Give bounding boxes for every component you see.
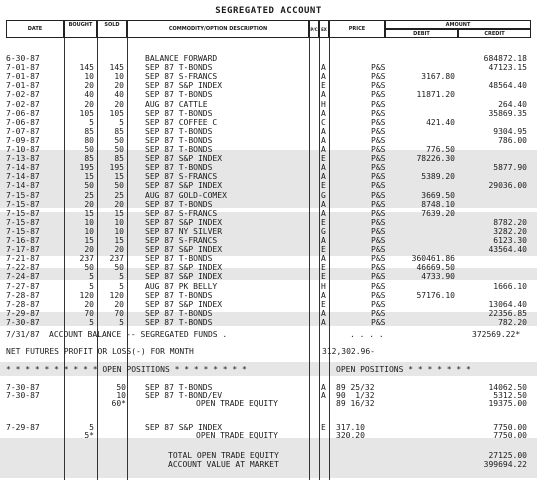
description-cell: BALANCE FORWARD [145,54,218,63]
description-cell: SEP 87 S-FRANCS [145,72,218,82]
table-row [0,310,537,318]
exchange-cell: A [321,236,326,245]
date-cell: 7-01-87 [6,63,40,73]
total-value: 27125.00 [488,451,527,460]
table-row [0,237,537,245]
date-cell: 7-13-87 [6,154,40,164]
sold-cell: 20 [114,81,124,91]
date-header: DATE [6,20,64,38]
sold-cell: 20 [114,245,124,255]
price-cell: P&S [371,181,386,191]
exchange-cell: A [321,145,326,154]
sold-cell: 5 [119,272,124,282]
price-cell: P&S [371,145,386,154]
credit-cell: 786.00 [498,135,527,145]
table-row [0,283,537,291]
exchange-cell: A [321,108,326,118]
date-cell: 7-14-87 [6,172,40,182]
date-cell: 7-10-87 [6,145,40,154]
table-row [0,101,537,109]
exchange-cell: G [321,190,326,200]
exchange-cell: E [321,154,326,164]
exchange-cell: E [321,423,326,432]
exchange-cell: E [321,299,326,309]
description-cell: SEP 87 T-BONDS [145,383,213,392]
price-cell: P&S [371,126,386,136]
description-cell: SEP 87 S-FRANCS [145,172,218,182]
price-cell: 317.10 [336,423,365,432]
table-row [0,273,537,281]
exchange-cell: E [321,272,326,282]
exchange-cell: H [321,281,326,291]
credit-cell: 7750.00 [493,431,527,440]
price-cell: P&S [371,299,386,309]
exchange-cell: A [321,90,326,100]
description-cell: SEP 87 S&P INDEX [145,245,223,255]
total-row [0,461,537,469]
credit-cell: 5312.50 [493,391,527,400]
price-cell: 90 1/32 [336,391,375,400]
price-cell: P&S [371,308,386,318]
table-row [0,201,537,209]
description-cell: AUG 87 PK BELLY [145,281,218,291]
price-cell: P&S [371,117,386,127]
description-cell: SEP 87 T-BOND/EV [145,391,223,400]
price-cell: 89 16/32 [336,399,375,408]
credit-cell: 47123.15 [488,63,527,73]
exchange-cell: A [321,254,326,264]
sold-cell: 10 [116,391,126,400]
net-pl-label: NET FUTURES PROFIT OR LOSS(-) FOR MONTH [6,347,194,356]
description-cell: SEP 87 S&P INDEX [145,217,223,227]
bought-cell: 5 [89,272,94,282]
date-cell: 7-29-87 [6,308,40,318]
price-cell: P&S [371,208,386,218]
open-trade-equity-row [0,432,537,440]
description-cell: SEP 87 T-BONDS [145,308,213,318]
price-cell: P&S [371,135,386,145]
description-cell: SEP 87 T-BONDS [145,108,213,118]
exchange-cell: H [321,99,326,109]
debit-cell: 57176.10 [416,290,455,300]
sold-cell: 85 [114,126,124,136]
exchange-cell: G [321,226,326,236]
date-cell: 7-22-87 [6,263,40,273]
sold-cell: 50 [114,135,124,145]
debit-cell: 776.50 [426,145,455,154]
sold-cell: 120 [109,290,124,300]
sold-cell: 85 [114,154,124,164]
sold-cell: 10 [114,72,124,82]
sold-cell: 105 [109,108,124,118]
statement-title: SEGREGATED ACCOUNT [215,6,322,16]
price-cell: P&S [371,254,386,264]
sold-cell: 25 [114,190,124,200]
table-row [0,182,537,190]
exchange-cell: A [321,290,326,300]
description-cell: SEP 87 T-BONDS [145,290,213,300]
bought-cell: 80 [84,135,94,145]
table-row [0,73,537,81]
credit-cell: 9304.95 [493,126,527,136]
credit-header: CREDIT [458,29,531,38]
open-positions-banner [0,366,537,374]
open-position-row [0,384,537,392]
date-cell: 7-17-87 [6,245,40,255]
bought-cell: 120 [79,290,94,300]
bought-cell: 85 [84,154,94,164]
description-cell: SEP 87 S&P INDEX [145,423,223,432]
exchange-cell: C [321,117,326,127]
table-row [0,292,537,300]
price-cell: P&S [371,63,386,73]
price-cell: P&S [371,245,386,255]
price-cell: P&S [371,172,386,182]
sold-cell: 15 [114,208,124,218]
bought-cell: 20 [84,299,94,309]
bought-cell: 50 [84,263,94,273]
price-cell: P&S [371,154,386,164]
date-cell: 7-27-87 [6,281,40,291]
balance-row [0,331,537,339]
table-row [0,137,537,145]
credit-cell: 1666.10 [493,281,527,291]
bought-cell: 20 [84,245,94,255]
sold-cell: 20 [114,299,124,309]
table-row [0,219,537,227]
exchange-cell: A [321,383,326,392]
table-row [0,110,537,118]
price-cell: P&S [371,108,386,118]
bought-cell: 5 [89,281,94,291]
bought-cell: 40 [84,90,94,100]
description-cell: SEP 87 S&P INDEX [145,181,223,191]
price-cell: P&S [371,236,386,245]
sold-cell: 70 [114,308,124,318]
exchange-cell: E [321,181,326,191]
date-cell: 7-15-87 [6,199,40,209]
total-label: ACCOUNT VALUE AT MARKET [168,460,279,469]
description-cell: SEP 87 T-BONDS [145,199,213,209]
ex-header: EX [319,20,329,38]
bought-cell: 15 [84,172,94,182]
description-cell: SEP 87 S&P INDEX [145,81,223,91]
total-value: 399694.22 [483,460,527,469]
table-row [0,192,537,200]
table-row [0,228,537,236]
bought-header: BOUGHT [64,20,97,38]
bought-cell: 10 [84,226,94,236]
debit-cell: 7639.20 [421,208,455,218]
date-cell: 7-28-87 [6,290,40,300]
bought-cell: 145 [79,63,94,73]
description-cell: SEP 87 T-BONDS [145,90,213,100]
credit-cell: 43564.40 [488,245,527,255]
sold-cell: 60* [111,399,126,408]
table-row [0,246,537,254]
sold-cell: 5 [119,281,124,291]
open-positions-label-left: * * * * * * * * * * OPEN POSITIONS * * * * * * * * [6,365,247,374]
sold-cell: 50 [116,383,126,392]
bought-cell: 20 [84,81,94,91]
exchange-cell: A [321,135,326,145]
exchange-cell: A [321,172,326,182]
description-cell: SEP 87 S&P INDEX [145,272,223,282]
table-row [0,164,537,172]
exchange-cell: A [321,208,326,218]
credit-cell: 8782.20 [493,217,527,227]
total-row [0,452,537,460]
description-cell: SEP 87 T-BONDS [145,163,213,173]
table-row [0,264,537,272]
date-cell: 7-01-87 [6,72,40,82]
open-positions-label-right: OPEN POSITIONS * * * * * * * [336,365,471,374]
date-cell: 7-14-87 [6,163,40,173]
bought-cell: 5* [84,431,94,440]
price-cell: P&S [371,199,386,209]
bought-cell: 25 [84,190,94,200]
table-row [0,155,537,163]
description-cell: SEP 87 T-BONDS [145,145,213,154]
credit-cell: 3282.20 [493,226,527,236]
debit-cell: 11871.20 [416,90,455,100]
date-cell: 7-06-87 [6,117,40,127]
table-row [0,146,537,154]
description-cell: SEP 87 T-BONDS [145,126,213,136]
bought-cell: 15 [84,236,94,245]
credit-cell: 22356.85 [488,308,527,318]
table-row [0,173,537,181]
sold-cell: 10 [114,217,124,227]
date-cell: 7-06-87 [6,108,40,118]
price-cell: P&S [371,217,386,227]
price-header: PRICE [329,20,385,38]
net-pl-value: 312,302.96- [322,347,375,356]
sold-cell: 50 [114,145,124,154]
date-cell: 7-29-87 [6,423,40,432]
date-cell: 7-30-87 [6,391,40,400]
description-cell: AUG 87 CATTLE [145,99,208,109]
description-cell: SEP 87 S&P INDEX [145,154,223,164]
table-row [0,55,537,63]
credit-cell: 264.40 [498,99,527,109]
bought-cell: 5 [89,317,94,327]
exchange-cell: A [321,317,326,327]
net-pl-row [0,348,537,356]
date-cell: 7-24-87 [6,272,40,282]
sold-cell: 15 [114,172,124,182]
total-label: TOTAL OPEN TRADE EQUITY [168,451,279,460]
date-cell: 7-15-87 [6,208,40,218]
credit-cell: 29036.00 [488,181,527,191]
bought-cell: 50 [84,181,94,191]
description-cell: OPEN TRADE EQUITY [196,399,278,408]
pc-header: P/C [309,20,319,38]
price-cell: 320.20 [336,431,365,440]
exchange-cell: E [321,217,326,227]
credit-cell: 19375.00 [488,399,527,408]
price-cell: P&S [371,226,386,236]
price-cell: P&S [371,163,386,173]
date-cell: 7-07-87 [6,126,40,136]
debit-cell: 5389.20 [421,172,455,182]
table-row [0,91,537,99]
exchange-cell: A [321,72,326,82]
table-row [0,119,537,127]
price-cell: P&S [371,99,386,109]
debit-cell: 360461.86 [411,254,455,264]
exchange-cell: A [321,199,326,209]
table-row [0,82,537,90]
description-cell: SEP 87 NY SILVER [145,226,223,236]
credit-cell: 684872.18 [483,54,527,63]
description-cell: SEP 87 T-BONDS [145,63,213,73]
sold-header: SOLD [97,20,127,38]
description-cell: SEP 87 S&P INDEX [145,263,223,273]
date-cell: 7-02-87 [6,99,40,109]
table-row [0,64,537,72]
exchange-cell: E [321,245,326,255]
exchange-cell: E [321,263,326,273]
description-header: COMMODITY/OPTION DESCRIPTION [127,20,309,38]
credit-cell: 14062.50 [488,383,527,392]
price-cell: P&S [371,290,386,300]
bought-cell: 50 [84,145,94,154]
credit-cell: 6123.30 [493,236,527,245]
price-cell: P&S [371,272,386,282]
description-cell: OPEN TRADE EQUITY [196,431,278,440]
price-cell: P&S [371,81,386,91]
open-trade-equity-row [0,400,537,408]
exchange-cell: A [321,126,326,136]
date-cell: 7-01-87 [6,81,40,91]
balance-label: ACCOUNT BALANCE -- SEGREGATED FUNDS . [49,330,228,339]
exchange-cell: A [321,391,326,400]
description-cell: SEP 87 COFFEE C [145,117,218,127]
sold-cell: 20 [114,199,124,209]
credit-cell: 48564.40 [488,81,527,91]
credit-cell: 7750.00 [493,423,527,432]
sold-cell: 145 [109,63,124,73]
bought-cell: 15 [84,208,94,218]
sold-cell: 5 [119,117,124,127]
credit-cell: 13064.40 [488,299,527,309]
sold-cell: 10 [114,226,124,236]
description-cell: SEP 87 S-FRANCS [145,236,218,245]
credit-cell: 35869.35 [488,108,527,118]
description-cell: SEP 87 T-BONDS [145,135,213,145]
exchange-cell: A [321,63,326,73]
date-cell: 7-30-87 [6,383,40,392]
debit-cell: 4733.90 [421,272,455,282]
price-cell: P&S [371,317,386,327]
price-cell: P&S [371,90,386,100]
bought-cell: 20 [84,199,94,209]
exchange-cell: A [321,163,326,173]
date-cell: 7-16-87 [6,236,40,245]
bought-cell: 5 [89,423,94,432]
exchange-cell: E [321,81,326,91]
date-cell: 7-14-87 [6,181,40,191]
price-cell: P&S [371,72,386,82]
table-row [0,210,537,218]
description-cell: SEP 87 T-BONDS [145,254,213,264]
exchange-cell: A [321,308,326,318]
date-cell: 7-15-87 [6,217,40,227]
date-cell: 6-30-87 [6,54,40,63]
table-row [0,128,537,136]
table-row [0,301,537,309]
date-cell: 7-15-87 [6,226,40,236]
bought-cell: 10 [84,217,94,227]
bought-cell: 20 [84,99,94,109]
bought-cell: 70 [84,308,94,318]
table-row [0,255,537,263]
date-cell: 7-09-87 [6,135,40,145]
price-cell: P&S [371,190,386,200]
balance-dots: . . . . [350,330,384,339]
debit-cell: 8748.10 [421,199,455,209]
description-cell: SEP 87 S&P INDEX [145,299,223,309]
sold-cell: 15 [114,236,124,245]
description-cell: AUG 87 GOLD-COMEX [145,190,227,200]
date-cell: 7-15-87 [6,190,40,200]
sold-cell: 5 [119,317,124,327]
date-cell: 7-21-87 [6,254,40,264]
price-cell: P&S [371,281,386,291]
description-cell: SEP 87 T-BONDS [145,317,213,327]
bought-cell: 237 [79,254,94,264]
balance-date: 7/31/87 [6,330,40,339]
price-cell: P&S [371,263,386,273]
sold-cell: 50 [114,181,124,191]
debit-header: DEBIT [385,29,458,38]
debit-cell: 3669.50 [421,190,455,200]
date-cell: 7-02-87 [6,90,40,100]
date-cell: 7-30-87 [6,317,40,327]
debit-cell: 46669.50 [416,263,455,273]
date-cell: 7-28-87 [6,299,40,309]
bought-cell: 5 [89,117,94,127]
sold-cell: 40 [114,90,124,100]
bought-cell: 105 [79,108,94,118]
sold-cell: 195 [109,163,124,173]
bought-cell: 195 [79,163,94,173]
balance-value: 372569.22* [472,330,521,339]
debit-cell: 78226.30 [416,154,455,164]
table-row [0,319,537,327]
sold-cell: 20 [114,99,124,109]
bought-cell: 10 [84,72,94,82]
sold-cell: 237 [109,254,124,264]
sold-cell: 50 [114,263,124,273]
debit-cell: 421.40 [426,117,455,127]
description-cell: SEP 87 S-FRANCS [145,208,218,218]
credit-cell: 5877.90 [493,163,527,173]
bought-cell: 85 [84,126,94,136]
debit-cell: 3167.80 [421,72,455,82]
credit-cell: 782.20 [498,317,527,327]
price-cell: 89 25/32 [336,383,375,392]
amount-header: AMOUNT [385,20,531,29]
